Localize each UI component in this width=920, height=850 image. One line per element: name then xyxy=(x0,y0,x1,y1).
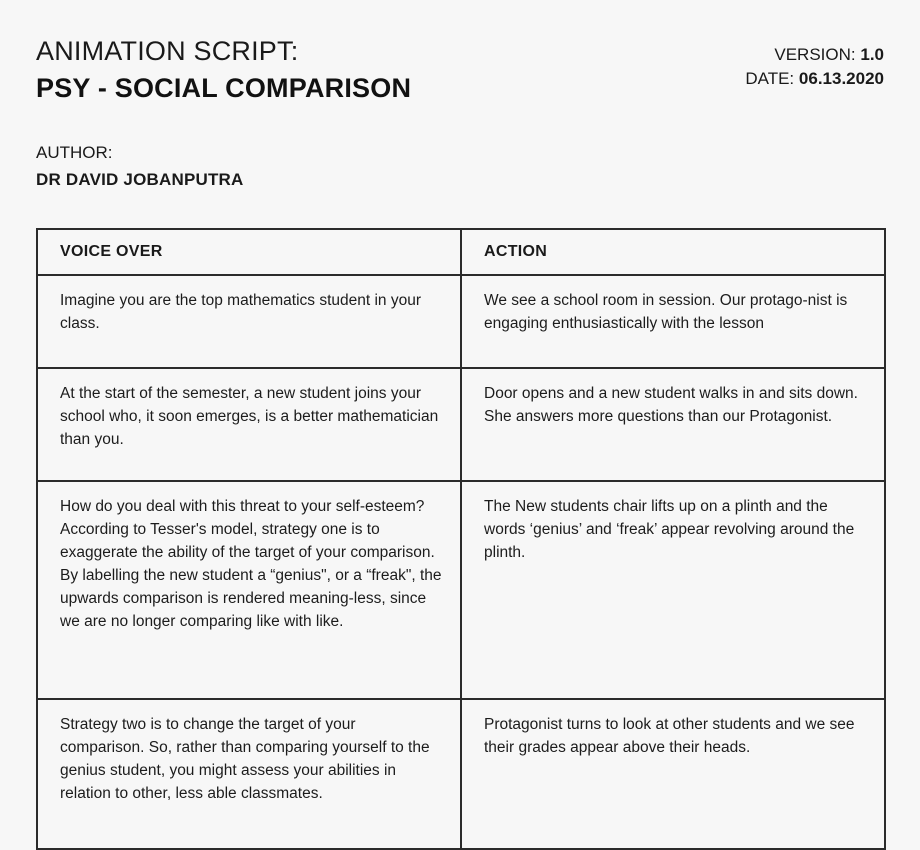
column-header-action: ACTION xyxy=(461,229,885,275)
table-row xyxy=(37,368,885,481)
table-row xyxy=(37,275,885,368)
voice-over-cell: At the start of the semester, a new student joins your school who, it soon emerges, is a better mathematician than you. xyxy=(37,368,461,481)
version-value: 1.0 xyxy=(860,45,884,64)
document-header xyxy=(36,34,884,105)
voice-over-cell: Imagine you are the top mathematics student in your class. xyxy=(37,275,461,368)
table-row xyxy=(37,699,885,849)
title-block xyxy=(36,34,411,105)
voice-over-cell: Strategy two is to change the target of your comparison. So, rather than comparing yourself to the genius student, you might assess your abilities in relation to other, less able classmates. xyxy=(37,699,461,849)
table-header-row xyxy=(37,229,885,275)
date-label: DATE: xyxy=(745,69,795,89)
action-cell: We see a school room in session. Our protago-nist is engaging enthusiastically with the lesson xyxy=(461,275,885,368)
page-title: PSY - SOCIAL COMPARISON xyxy=(36,72,412,103)
table-row xyxy=(37,481,885,699)
author-block xyxy=(36,141,884,192)
author-name: DR DAVID JOBANPUTRA xyxy=(36,169,244,189)
voice-over-cell: How do you deal with this threat to your self-esteem? According to Tesser's model, strategy one is to exaggerate the ability of the target of your comparison. By labelling the new student a “genius", or a “freak", the upwards comparison is rendered meaning-less, since we are no longer comparing like with like. xyxy=(37,481,461,699)
date-value: 06.13.2020 xyxy=(798,69,884,89)
action-cell: Door opens and a new student walks in and sits down. She answers more questions than our Protagonist. xyxy=(461,368,885,481)
author-label: AUTHOR: xyxy=(36,143,113,163)
version-label: VERSION: xyxy=(774,45,856,64)
version-row xyxy=(745,43,884,67)
document-meta xyxy=(745,34,884,91)
column-header-voice-over: VOICE OVER xyxy=(37,229,461,275)
date-row xyxy=(745,67,884,91)
document-type-label: ANIMATION SCRIPT: xyxy=(36,36,299,66)
action-cell: Protagonist turns to look at other students and we see their grades appear above their heads. xyxy=(461,699,885,849)
action-cell: The New students chair lifts up on a plinth and the words ‘genius’ and ‘freak’ appear revolving around the plinth. xyxy=(461,481,885,699)
script-table xyxy=(36,228,886,850)
